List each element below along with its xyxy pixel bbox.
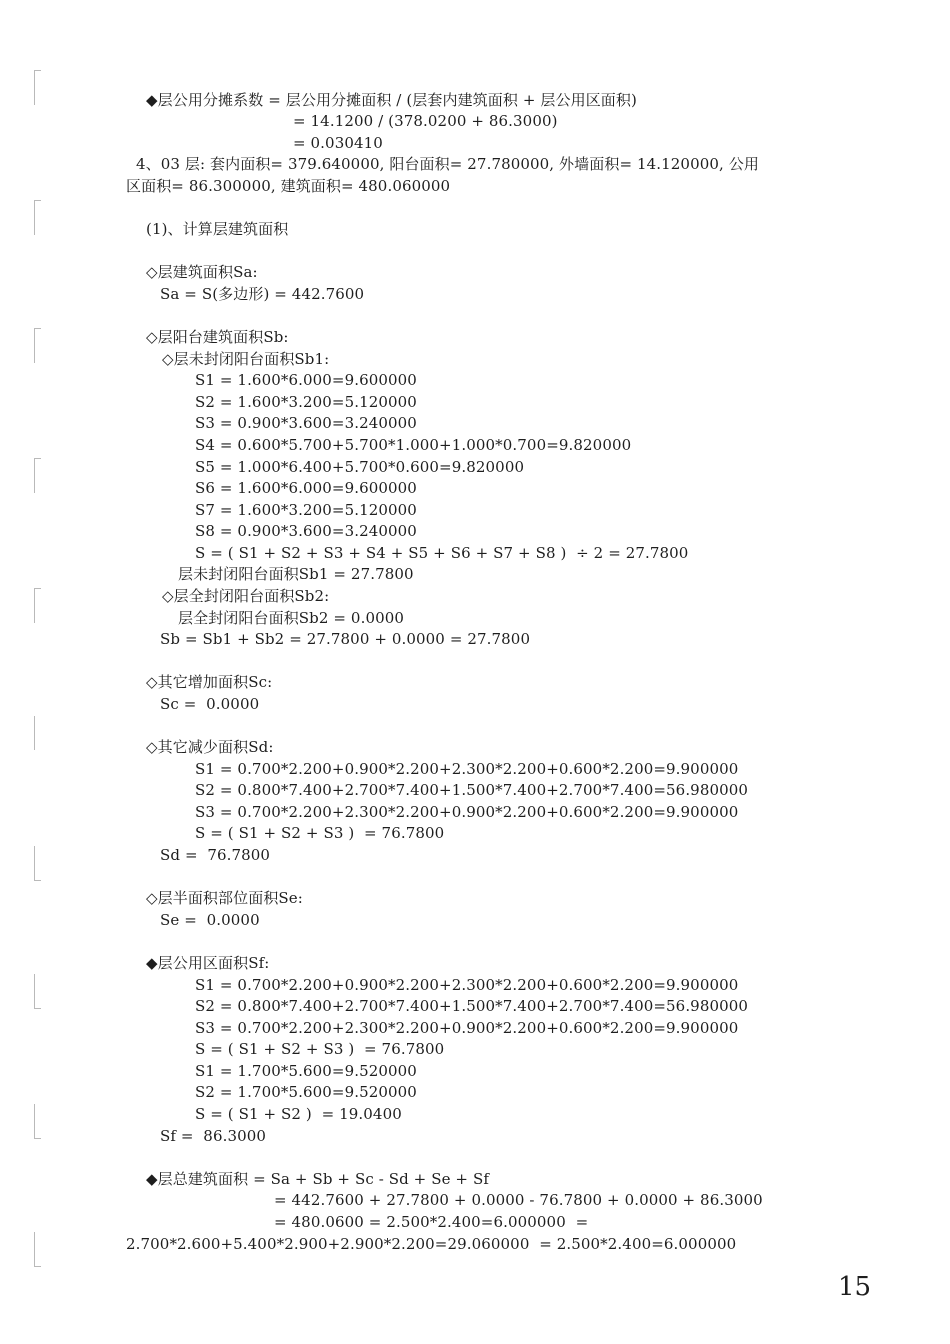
text-line: = 442.7600 + 27.7800 + 0.0000 - 76.7800 + 0.0000 + 86.3000: [274, 1191, 763, 1209]
page-number: 15: [838, 1272, 872, 1302]
text-line: 2.700*2.600+5.400*2.900+2.900*2.200=29.060000 = 2.500*2.400=6.000000: [126, 1235, 737, 1253]
text-line: S = ( S1 + S2 + S3 ) = 76.7800: [195, 824, 445, 842]
binding-mark: [34, 588, 41, 623]
text-line: S = ( S1 + S2 ) = 19.0400: [195, 1105, 402, 1123]
item-heading: ◇其它增加面积Sc:: [146, 673, 273, 691]
text-line: Sd = 76.7800: [160, 846, 271, 864]
sub-item-heading: ◇层全封闭阳台面积Sb2:: [162, 587, 330, 605]
binding-mark: [34, 716, 39, 750]
item-heading: ◆层总建筑面积 = Sa + Sb + Sc - Sd + Se + Sf: [146, 1170, 489, 1188]
section-heading: (1)、计算层建筑面积: [146, 220, 289, 238]
text-line: S2 = 0.800*7.400+2.700*7.400+1.500*7.400+2.700*7.400=56.980000: [195, 997, 749, 1015]
text-line: S1 = 0.700*2.200+0.900*2.200+2.300*2.200+0.600*2.200=9.900000: [195, 760, 739, 778]
text-line: Se = 0.0000: [160, 911, 260, 929]
text-line: 4、03 层: 套内面积= 379.640000, 阳台面积= 27.780000, 外墙面积= 14.120000, 公用: [136, 155, 759, 173]
text-line: S = ( S1 + S2 + S3 ) = 76.7800: [195, 1040, 445, 1058]
binding-mark: [34, 1104, 41, 1139]
text-line: S3 = 0.700*2.200+2.300*2.200+0.900*2.200+0.600*2.200=9.900000: [195, 1019, 739, 1037]
text-line: 区面积= 86.300000, 建筑面积= 480.060000: [126, 177, 451, 195]
text-line: S2 = 0.800*7.400+2.700*7.400+1.500*7.400+2.700*7.400=56.980000: [195, 781, 749, 799]
text-line: Sf = 86.3000: [160, 1127, 267, 1145]
binding-mark: [34, 846, 41, 881]
text-line: S = ( S1 + S2 + S3 + S4 + S5 + S6 + S7 + S8 ) ÷ 2 = 27.7800: [195, 544, 689, 562]
text-line: S1 = 1.700*5.600=9.520000: [195, 1062, 417, 1080]
item-heading: ◆层公用区面积Sf:: [146, 954, 270, 972]
text-line: S8 = 0.900*3.600=3.240000: [195, 522, 417, 540]
text-line: 层未封闭阳台面积Sb1 = 27.7800: [178, 565, 414, 583]
text-line: S4 = 0.600*5.700+5.700*1.000+1.000*0.700=9.820000: [195, 436, 632, 454]
binding-mark: [34, 70, 41, 105]
text-line: 层全封闭阳台面积Sb2 = 0.0000: [178, 609, 405, 627]
sub-item-heading: ◇层未封闭阳台面积Sb1:: [162, 350, 330, 368]
text-line: S2 = 1.600*3.200=5.120000: [195, 393, 417, 411]
binding-mark: [34, 328, 41, 363]
text-line: = 14.1200 / (378.0200 + 86.3000): [293, 112, 558, 130]
binding-mark: [34, 1232, 41, 1267]
text-line: Sb = Sb1 + Sb2 = 27.7800 + 0.0000 = 27.7800: [160, 630, 531, 648]
text-line: = 0.030410: [293, 134, 383, 152]
binding-mark: [34, 974, 41, 1009]
text-line: S2 = 1.700*5.600=9.520000: [195, 1083, 417, 1101]
text-line: S3 = 0.700*2.200+2.300*2.200+0.900*2.200+0.600*2.200=9.900000: [195, 803, 739, 821]
text-line: = 480.0600 = 2.500*2.400=6.000000 =: [274, 1213, 589, 1231]
item-heading: ◇层阳台建筑面积Sb:: [146, 328, 289, 346]
text-line: Sc = 0.0000: [160, 695, 260, 713]
binding-mark: [34, 200, 41, 235]
text-line: S1 = 0.700*2.200+0.900*2.200+2.300*2.200+0.600*2.200=9.900000: [195, 976, 739, 994]
text-line: S7 = 1.600*3.200=5.120000: [195, 501, 417, 519]
text-line: S6 = 1.600*6.000=9.600000: [195, 479, 417, 497]
text-line: S1 = 1.600*6.000=9.600000: [195, 371, 417, 389]
binding-mark: [34, 458, 41, 493]
text-line: ◆层公用分摊系数 = 层公用分摊面积 / (层套内建筑面积 + 层公用区面积): [146, 91, 637, 109]
text-line: S5 = 1.000*6.400+5.700*0.600=9.820000: [195, 458, 525, 476]
item-heading: ◇层半面积部位面积Se:: [146, 889, 303, 907]
text-line: S3 = 0.900*3.600=3.240000: [195, 414, 417, 432]
item-heading: ◇层建筑面积Sa:: [146, 263, 258, 281]
text-line: Sa = S(多边形) = 442.7600: [160, 285, 365, 303]
item-heading: ◇其它减少面积Sd:: [146, 738, 274, 756]
